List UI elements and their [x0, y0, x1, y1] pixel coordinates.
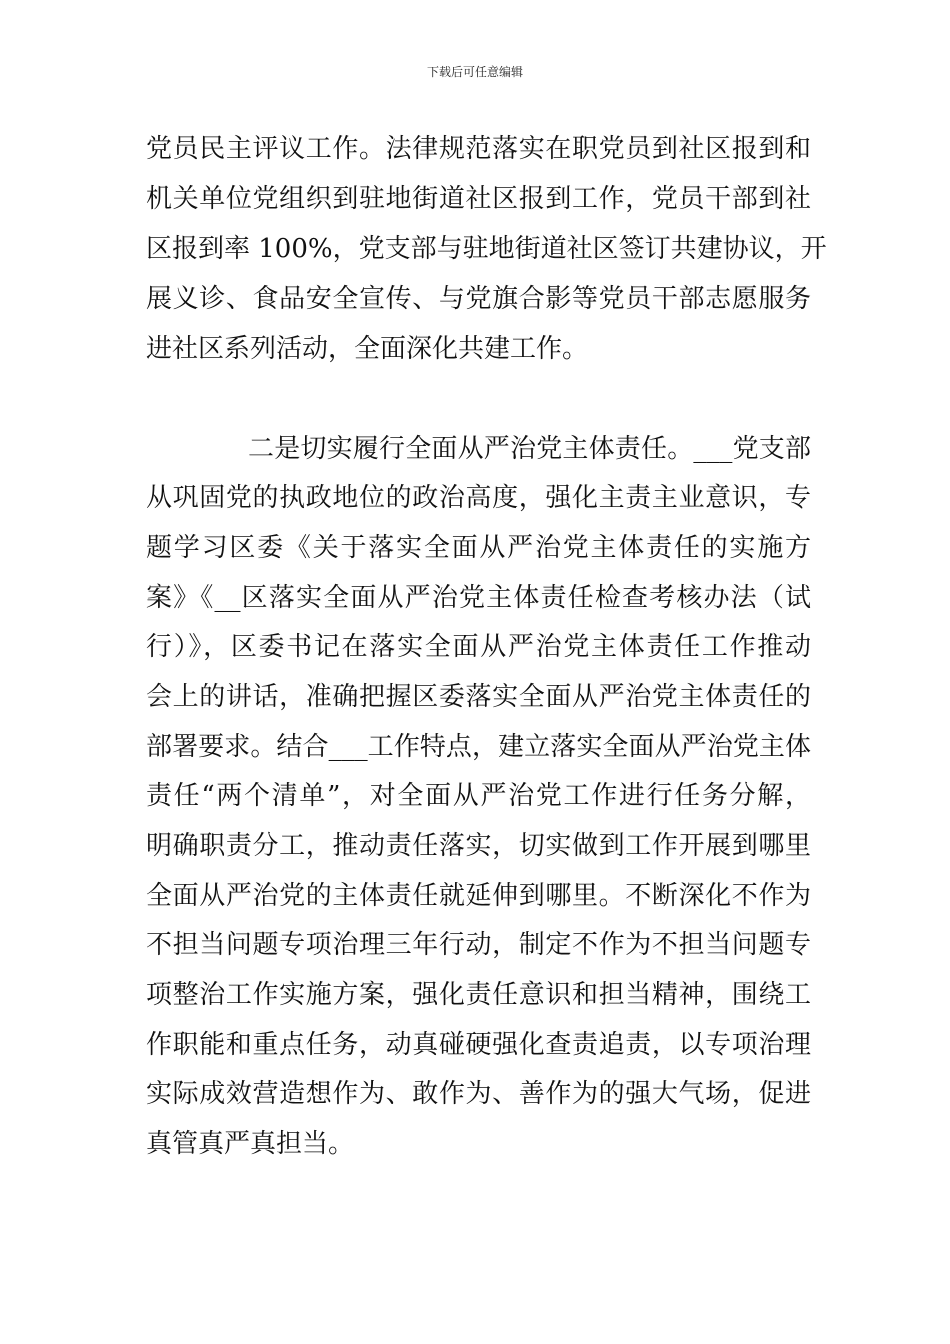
paragraph-1-line-3: 区报到率 100%，党支部与驻地街道社区签订共建协议，开 [146, 234, 827, 264]
paragraph-2-line-6: 会上的讲话，准确把握区委落实全面从严治党主体责任的 [146, 682, 811, 712]
paragraph-2-line-4: 案》《__区落实全面从严治党主体责任检查考核办法（试 [146, 583, 811, 613]
paragraph-1-line-5: 进社区系列活动，全面深化共建工作。 [146, 334, 589, 364]
paragraph-2-line-2: 从巩固党的执政地位的政治高度，强化主责主业意识，专 [146, 483, 811, 513]
paragraph-2-line-10: 全面从严治党的主体责任就延伸到哪里。不断深化不作为 [146, 881, 811, 911]
paragraph-2-line-14: 实际成效营造想作为、敢作为、善作为的强大气场，促进 [146, 1079, 811, 1109]
page-header: 下载后可任意编辑 [426, 65, 523, 79]
paragraph-2-line-7: 部署要求。结合___工作特点，建立落实全面从严治党主体 [146, 732, 811, 762]
paragraph-2-line-15: 真管真严真担当。 [146, 1129, 355, 1159]
paragraph-1-line-1: 党员民主评议工作。法律规范落实在职党员到社区报到和 [146, 134, 811, 164]
paragraph-2-line-8: 责任“两个清单”，对全面从严治党工作进行任务分解， [146, 781, 811, 811]
paragraph-1-line-2: 机关单位党组织到驻地街道社区报到工作，党员干部到社 [146, 184, 811, 214]
paragraph-2-line-12: 项整治工作实施方案，强化责任意识和担当精神，围绕工 [146, 980, 811, 1010]
paragraph-2-line-9: 明确职责分工，推动责任落实，切实做到工作开展到哪里 [146, 831, 811, 861]
paragraph-1-line-4: 展义诊、食品安全宣传、与党旗合影等党员干部志愿服务 [146, 284, 811, 314]
paragraph-2-line-13: 作职能和重点任务，动真碰硬强化查责追责，以专项治理 [146, 1030, 811, 1060]
paragraph-2-line-11: 不担当问题专项治理三年行动，制定不作为不担当问题专 [146, 930, 811, 960]
paragraph-2-line-3: 题学习区委《关于落实全面从严治党主体责任的实施方 [146, 533, 811, 563]
paragraph-2-line-5: 行）》，区委书记在落实全面从严治党主体责任工作推动 [146, 632, 811, 662]
paragraph-2-line-1: 二是切实履行全面从严治党主体责任。___党支部 [248, 434, 811, 464]
